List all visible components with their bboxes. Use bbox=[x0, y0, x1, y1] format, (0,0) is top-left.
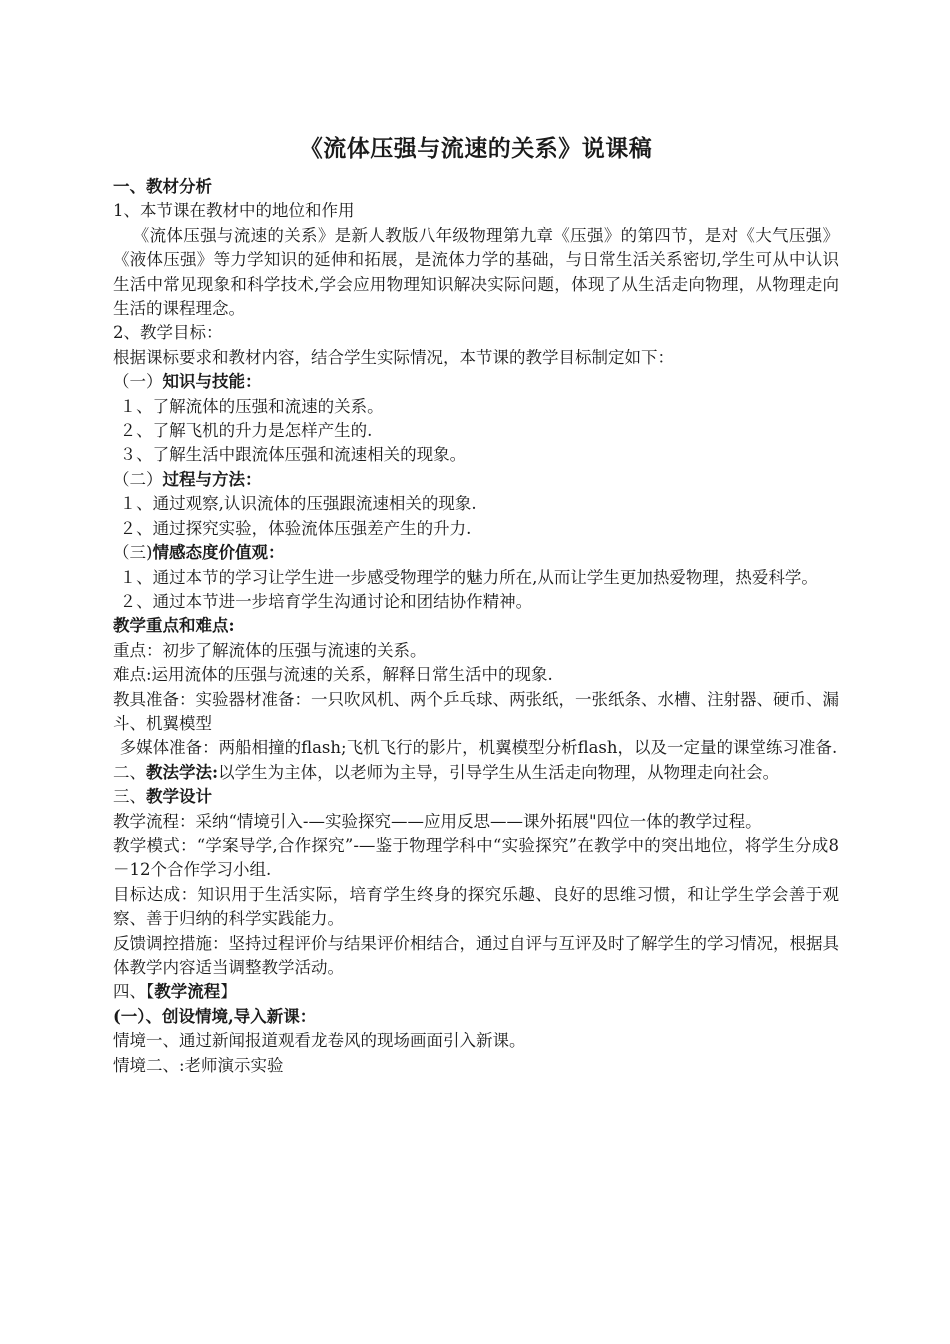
objective-label: 知识与技能： bbox=[162, 372, 262, 392]
section-number: 二、 bbox=[113, 762, 146, 782]
paragraph: 教具准备：实验器材准备：一只吹风机、两个乒乓球、两张纸，一张纸条、水槽、注射器、硬币、漏斗、机翼模型 bbox=[113, 689, 839, 733]
paragraph: 情境二、:老师演示实验 bbox=[113, 1055, 284, 1075]
paragraph: 《流体压强与流速的关系》是新人教版八年级物理第九章《压强》的第四节，是对《大气压强》《液体压强》等力学知识的延伸和拓展，是流体力学的基础，与日常生活关系密切,学生可从中认识生活中常见现象和科学技术,学会应用物理知识解决实际问题，体现了从生活走向物理，从物理走向生活的课程理念。 bbox=[113, 225, 839, 319]
paragraph: 难点:运用流体的压强与流速的关系，解释日常生活中的现象. bbox=[113, 665, 553, 685]
list-item: ２、通过探究实验，体验流体压强差产生的升力. bbox=[119, 518, 472, 538]
objective-heading bbox=[113, 541, 839, 565]
section-label: 教法学法: bbox=[146, 762, 219, 782]
section-label: 教学流程 bbox=[154, 982, 221, 1002]
subheading: 2、教学目标： bbox=[113, 323, 223, 343]
paragraph: 教学流程：采纳“情境引入-—实验探究——应用反思——课外拓展"四位一体的教学过程。 bbox=[113, 811, 762, 831]
list-item: １、通过观察,认识流体的压强跟流速相关的现象. bbox=[119, 494, 477, 514]
objective-prefix: （一） bbox=[113, 372, 163, 392]
paragraph: 重点：初步了解流体的压强与流速的关系。 bbox=[113, 640, 427, 660]
section-heading-4 bbox=[113, 980, 839, 1004]
paragraph: 教学模式：“学案导学,合作探究”-—鉴于物理学科中“实验探究”在教学中的突出地位，将学生分成8－12个合作学习小组. bbox=[113, 835, 839, 880]
document-title: 《流体压强与流速的关系》说课稿 bbox=[299, 135, 653, 162]
section-label: 教学设计 bbox=[146, 787, 212, 807]
subsection-heading: (一）、创设情境,导入新课： bbox=[113, 1006, 317, 1026]
paragraph: 反馈调控措施：坚持过程评价与结果评价相结合，通过自评与互评及时了解学生的学习情况，根据具体教学内容适当调整教学活动。 bbox=[113, 933, 839, 977]
section-heading-3 bbox=[113, 785, 839, 809]
list-item: ３、了解生活中跟流体压强和流速相关的现象。 bbox=[119, 445, 467, 465]
section-number: 三、 bbox=[113, 787, 146, 807]
paragraph: 多媒体准备：两船相撞的flash;飞机飞行的影片，机翼模型分析flash，以及一定量的课堂练习准备. bbox=[119, 738, 838, 758]
objective-heading bbox=[113, 370, 839, 394]
section-heading-2 bbox=[113, 761, 839, 785]
paragraph: 情境一、通过新闻报道观看龙卷风的现场画面引入新课。 bbox=[113, 1031, 526, 1051]
subheading: 1、本节课在教材中的地位和作用 bbox=[113, 201, 355, 221]
document-body bbox=[113, 134, 839, 1078]
objective-heading bbox=[113, 468, 839, 492]
paragraph: 根据课标要求和教材内容，结合学生实际情况，本节课的教学目标制定如下： bbox=[113, 347, 674, 367]
list-item: ２、通过本节进一步培育学生沟通讨论和团结协作精神。 bbox=[119, 591, 533, 611]
section-number: 四、【 bbox=[113, 982, 155, 1002]
list-item: １、了解流体的压强和流速的关系。 bbox=[119, 396, 384, 416]
key-points-heading: 教学重点和难点: bbox=[113, 616, 235, 636]
objective-prefix: （二） bbox=[113, 469, 163, 489]
section-text: 以学生为主体，以老师为主导，引导学生从生活走向物理，从物理走向社会。 bbox=[218, 762, 780, 782]
section-heading-1: 一、教材分析 bbox=[113, 177, 212, 196]
objective-label: 过程与方法： bbox=[162, 469, 262, 489]
section-bracket: 】 bbox=[220, 982, 237, 1002]
paragraph: 目标达成：知识用于生活实际，培育学生终身的探究乐趣、良好的思维习惯，和让学生学会善于观察、善于归纳的科学实践能力。 bbox=[113, 884, 839, 929]
objective-label: 情感态度价值观： bbox=[152, 543, 285, 563]
list-item: １、通过本节的学习让学生进一步感受物理学的魅力所在,从而让学生更加热爱物理，热爱科学。 bbox=[119, 567, 818, 587]
objective-prefix: （三) bbox=[113, 543, 153, 563]
list-item: ２、了解飞机的升力是怎样产生的. bbox=[119, 421, 373, 441]
